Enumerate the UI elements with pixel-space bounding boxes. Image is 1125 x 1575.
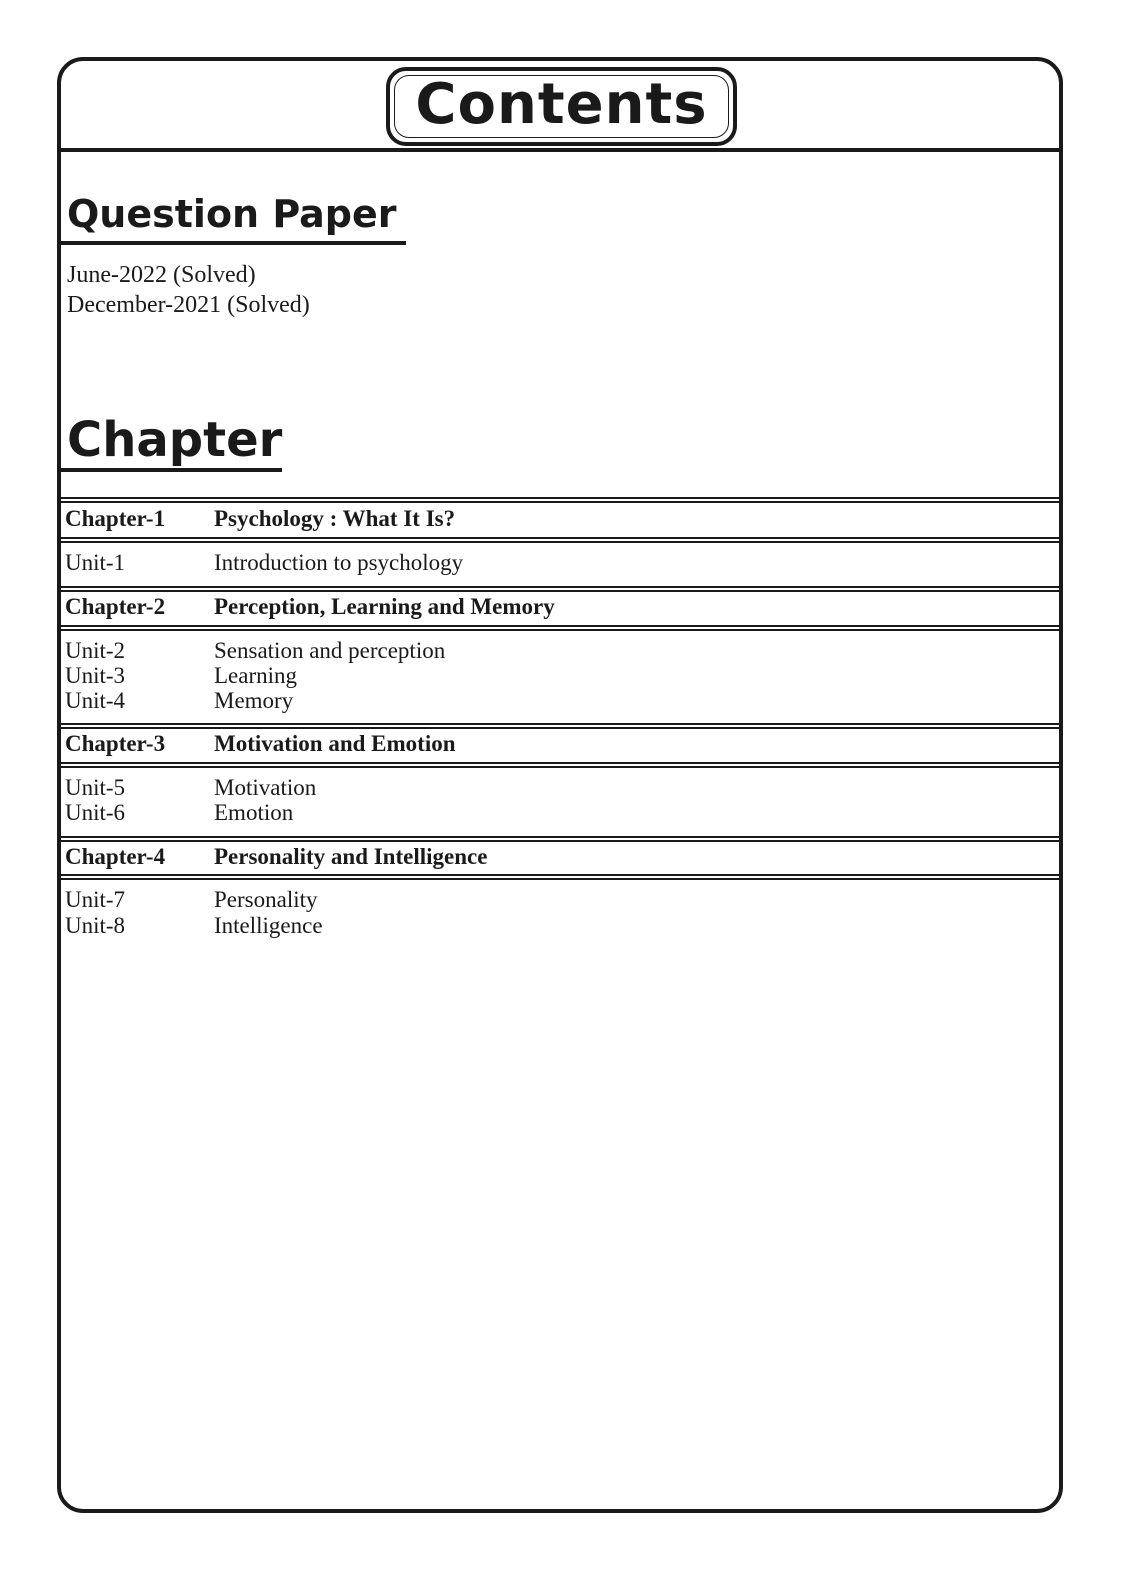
chapter-title: Personality and Intelligence	[214, 844, 488, 869]
unit-label: Unit-2	[65, 638, 126, 663]
question-paper-underline	[61, 241, 406, 245]
chapter-title: Psychology : What It Is?	[214, 506, 456, 531]
title-box	[386, 67, 737, 146]
double-rule	[61, 762, 1059, 768]
chapter-title: Motivation and Emotion	[214, 731, 456, 756]
unit-label: Unit-4	[65, 688, 126, 713]
question-paper-item[interactable]: June-2022 (Solved)	[67, 262, 256, 288]
unit-label: Unit-7	[65, 887, 126, 912]
unit-title: Emotion	[214, 800, 294, 825]
unit-label: Unit-8	[65, 913, 126, 938]
chapter-label: Chapter-3	[65, 731, 166, 756]
question-paper-item[interactable]: December-2021 (Solved)	[67, 292, 310, 318]
page-title: Contents	[415, 72, 708, 137]
double-rule	[61, 625, 1059, 631]
unit-title: Personality	[214, 887, 318, 912]
unit-title: Sensation and perception	[214, 638, 446, 663]
unit-label: Unit-3	[65, 663, 126, 688]
double-rule	[61, 836, 1059, 842]
chapter-label: Chapter-4	[65, 844, 166, 869]
chapter-heading: Chapter	[67, 412, 283, 468]
chapter-label: Chapter-2	[65, 594, 166, 619]
unit-label: Unit-6	[65, 800, 126, 825]
double-rule	[61, 874, 1059, 880]
chapter-title: Perception, Learning and Memory	[214, 594, 555, 619]
double-rule	[61, 723, 1059, 729]
unit-title: Motivation	[214, 775, 317, 800]
unit-title: Intelligence	[214, 913, 323, 938]
title-divider	[61, 148, 1059, 152]
double-rule	[61, 497, 1059, 503]
unit-label: Unit-1	[65, 550, 126, 575]
chapter-underline	[61, 468, 282, 472]
unit-title: Introduction to psychology	[214, 550, 464, 575]
unit-label: Unit-5	[65, 775, 126, 800]
double-rule	[61, 586, 1059, 592]
question-paper-heading: Question Paper	[67, 192, 397, 236]
unit-title: Learning	[214, 663, 298, 688]
chapter-label: Chapter-1	[65, 506, 166, 531]
double-rule	[61, 537, 1059, 543]
unit-title: Memory	[214, 688, 294, 713]
